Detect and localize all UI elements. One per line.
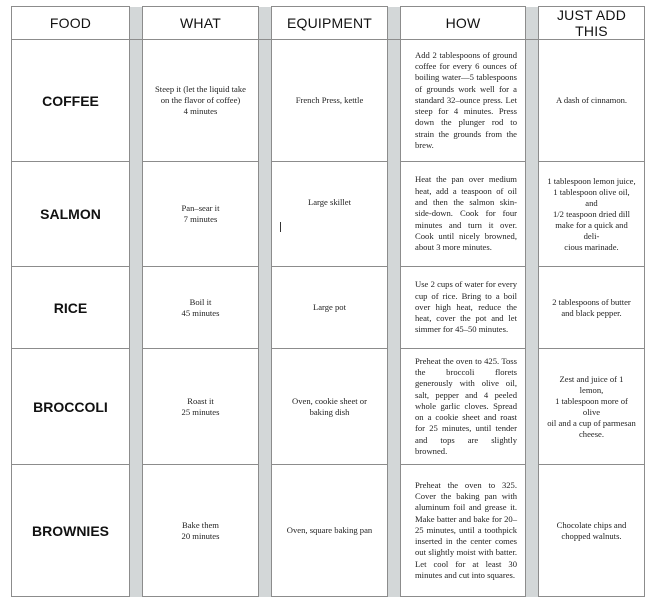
what-line: 4 minutes	[183, 106, 218, 116]
add-line: make for a quick and deli-	[555, 219, 628, 241]
what-line: Boil it	[189, 296, 212, 307]
header-what: WHAT	[143, 7, 259, 40]
equipment-cell	[272, 349, 388, 465]
column-separator	[259, 267, 272, 349]
column-separator	[130, 349, 143, 465]
what-line: 20 minutes	[181, 530, 220, 541]
add-line: 1/2 teaspoon dried dill	[552, 208, 631, 219]
add-line: cious marinade.	[564, 241, 619, 252]
column-separator	[388, 267, 401, 349]
text-cursor	[280, 222, 281, 232]
equipment-cell	[272, 465, 388, 597]
column-separator	[130, 7, 143, 40]
just-add-cell	[539, 465, 645, 597]
add-line: Zest and juice of 1 lemon,	[559, 373, 624, 395]
what-line: Bake them	[182, 519, 219, 530]
what-line: Steep it (let the liquid take	[155, 84, 246, 94]
add-line: and black pepper.	[561, 307, 622, 318]
add-line: Chocolate chips and	[556, 519, 627, 530]
column-separator	[259, 465, 272, 597]
what-line: 25 minutes	[181, 406, 220, 417]
column-separator	[388, 40, 401, 162]
food-name: RICE	[12, 267, 130, 349]
what-cell	[143, 162, 259, 267]
add-line: A dash of cinnamon.	[555, 95, 628, 105]
table-row-broccoli	[12, 349, 645, 465]
equipment-line: French Press, kettle	[295, 95, 364, 105]
equipment-line: Large skillet	[307, 196, 352, 207]
table-row-rice	[12, 267, 645, 349]
header-equipment: EQUIPMENT	[272, 7, 388, 40]
add-line: oil and a cup of parmesan	[547, 417, 636, 428]
column-separator	[259, 349, 272, 465]
what-line: on the flavor of coffee)	[160, 95, 241, 105]
table-row-coffee	[12, 40, 645, 162]
food-name: BROWNIES	[12, 465, 130, 597]
how-cell: Preheat the oven to 425. Toss the broccoli florets generously with olive oil, salt, pepper and 4 peeled whole garlic cloves. Spread on a cookie sheet and roast for 25 minutes, until tender and tops are slightly browned.	[401, 349, 526, 465]
what-line: 45 minutes	[181, 307, 220, 318]
just-add-cell	[539, 267, 645, 349]
equipment-line: baking dish	[309, 406, 350, 417]
just-add-cell	[539, 349, 645, 465]
column-separator	[526, 267, 539, 349]
how-cell: Use 2 cups of water for every cup of rice. Bring to a boil over high heat, reduce the heat, cover the pot and let simmer for 45–50 minutes.	[401, 267, 526, 349]
column-separator	[130, 465, 143, 597]
add-line: 2 tablespoons of butter	[552, 296, 631, 307]
add-line: 1 tablespoon more of olive	[555, 395, 628, 417]
table-row-salmon	[12, 162, 645, 267]
header-row	[12, 7, 645, 40]
equipment-cell	[272, 162, 388, 267]
column-separator	[388, 465, 401, 597]
header-how: HOW	[401, 7, 526, 40]
how-cell: Preheat the oven to 325. Cover the baking pan with aluminum foil and grease it. Make batter and bake for 20–25 minutes, until a toothpick inserted in the center comes out slightly moist with batter. Let cool for at least 30 minutes and cut into squares.	[401, 465, 526, 597]
column-separator	[526, 7, 539, 40]
what-line: Roast it	[187, 395, 214, 406]
column-separator	[130, 40, 143, 162]
header-food: FOOD	[12, 7, 130, 40]
add-line: 1 tablespoon lemon juice,	[547, 175, 636, 186]
food-name: BROCCOLI	[12, 349, 130, 465]
column-separator	[388, 7, 401, 40]
add-line: cheese.	[578, 428, 605, 439]
column-separator	[388, 349, 401, 465]
column-separator	[259, 162, 272, 267]
header-just-add-this: JUST ADD THIS	[539, 7, 645, 40]
column-separator	[259, 40, 272, 162]
table-row-brownies	[12, 465, 645, 597]
food-name: COFFEE	[12, 40, 130, 162]
how-cell: Heat the pan over medium heat, add a teaspoon of oil and then the salmon skin-side-down. Cook for four minutes and turn it over. Cook until nicely browned, about 3 more minutes.	[401, 162, 526, 267]
add-line: chopped walnuts.	[561, 530, 622, 541]
food-prep-chart	[11, 6, 644, 592]
what-cell	[143, 465, 259, 597]
what-line: Pan–sear it	[181, 203, 220, 213]
column-separator	[526, 465, 539, 597]
column-separator	[388, 162, 401, 267]
just-add-cell	[539, 40, 645, 162]
equipment-cell	[272, 40, 388, 162]
what-cell	[143, 267, 259, 349]
equipment-line: Oven, square baking pan	[286, 525, 373, 535]
equipment-line: Oven, cookie sheet or	[292, 395, 367, 406]
what-line: 7 minutes	[183, 214, 218, 224]
equipment-line: Large pot	[312, 302, 346, 312]
what-cell	[143, 349, 259, 465]
how-cell: Add 2 tablespoons of ground coffee for every 6 ounces of boiling water—5 tablespoons of grounds work well for a standard 32–ounce press. Let steep for 4 minutes. Press down the plunger rod to strain the grounds from the brew.	[401, 40, 526, 162]
column-separator	[526, 162, 539, 267]
column-separator	[130, 267, 143, 349]
equipment-cell	[272, 267, 388, 349]
add-line: 1 tablespoon olive oil, and	[553, 186, 630, 208]
column-separator	[526, 40, 539, 162]
what-cell	[143, 40, 259, 162]
column-separator	[526, 349, 539, 465]
food-table	[11, 6, 645, 597]
food-name: SALMON	[12, 162, 130, 267]
column-separator	[259, 7, 272, 40]
just-add-cell	[539, 162, 645, 267]
column-separator	[130, 162, 143, 267]
